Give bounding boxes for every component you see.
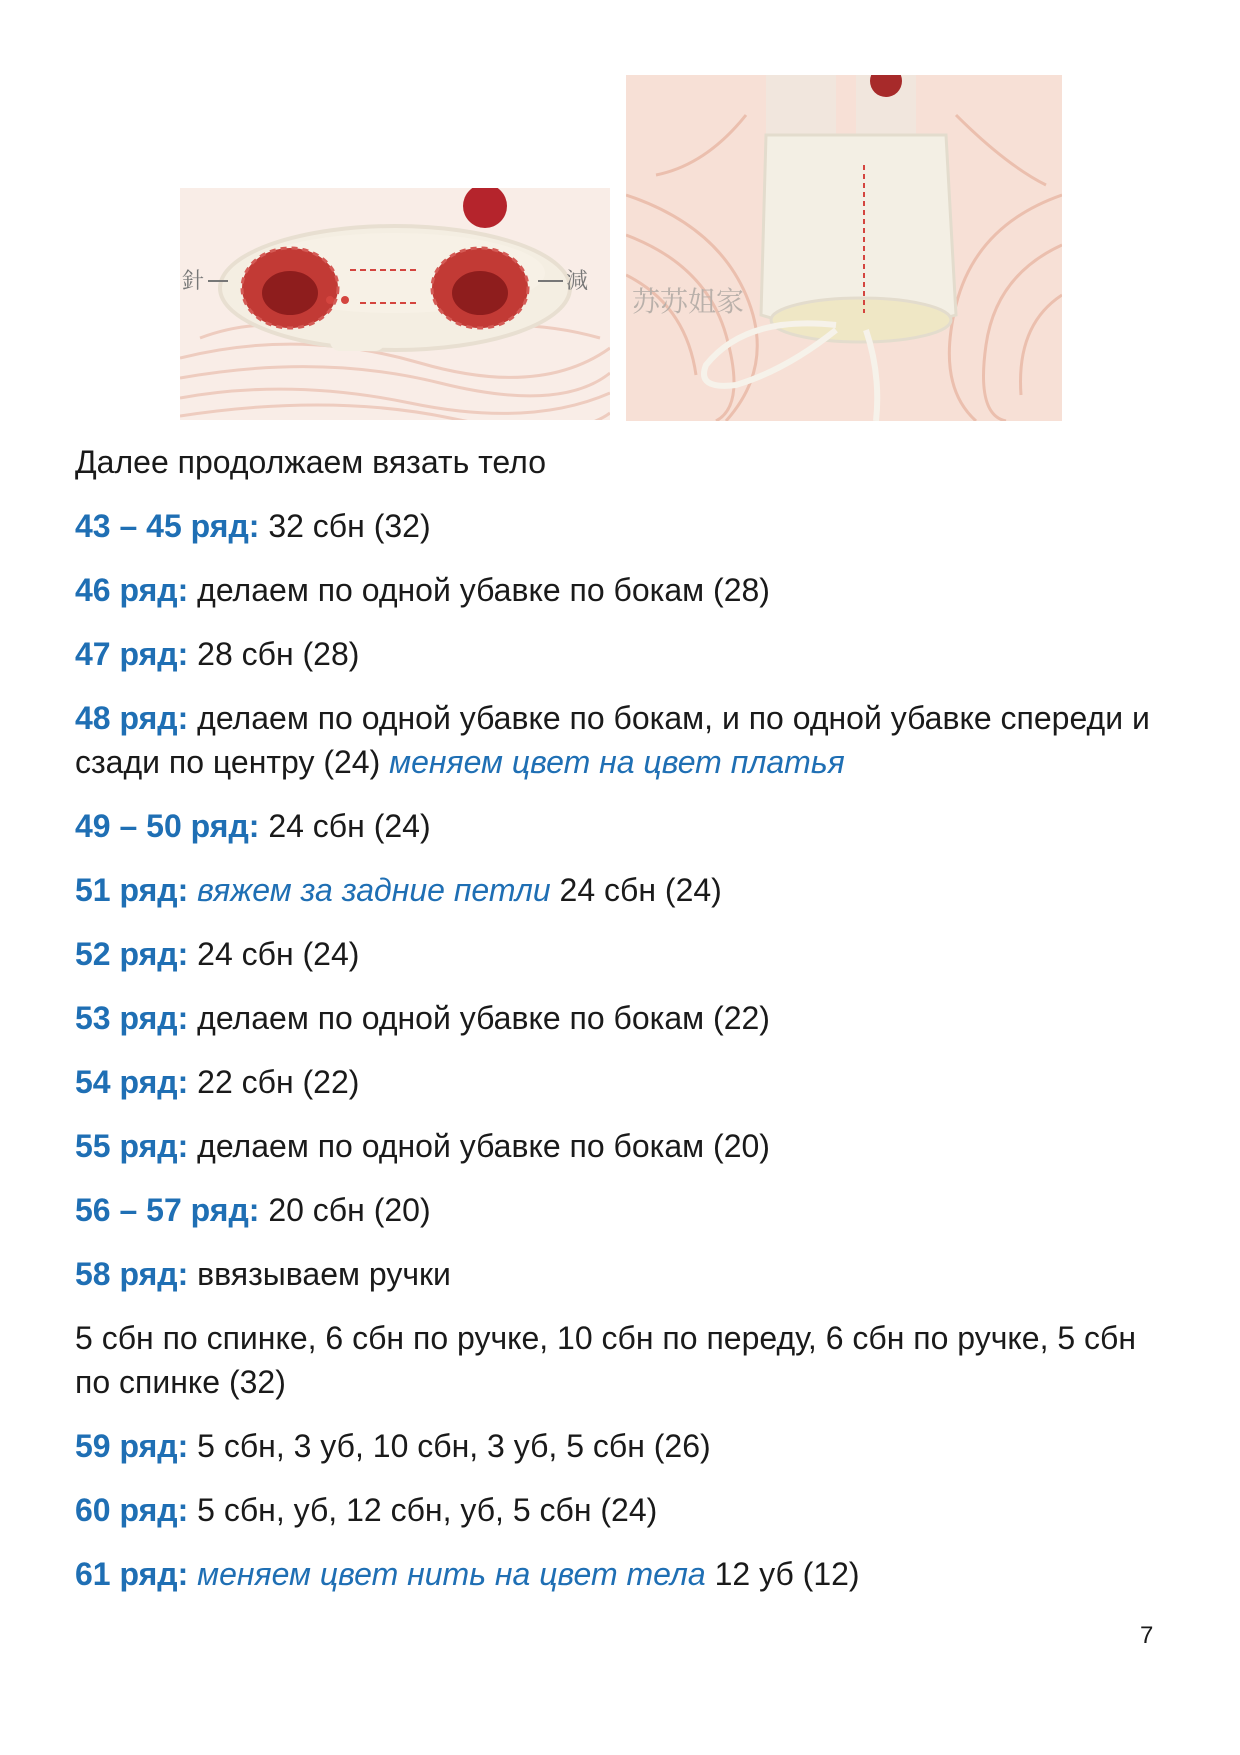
pattern-row (75, 932, 1155, 976)
row-instruction: 5 сбн, 3 уб, 10 сбн, 3 уб, 5 сбн (26) (188, 1428, 711, 1464)
row-instruction: 32 сбн (32) (259, 508, 431, 544)
pattern-row (75, 996, 1155, 1040)
pattern-row (75, 1552, 1155, 1596)
pattern-row (75, 504, 1155, 548)
row-label: 53 ряд: (75, 1000, 189, 1036)
row-instruction: 5 сбн по спинке, 6 сбн по ручке, 10 сбн по переду, 6 сбн по ручке, 5 сбн по спинке (32) (75, 1320, 1137, 1400)
pattern-row (75, 868, 1155, 912)
row-instruction: 24 сбн (24) (550, 872, 722, 908)
row-note: вяжем за задние петли (197, 872, 551, 908)
row-instruction: 12 уб (12) (705, 1556, 860, 1592)
row-label: 60 ряд: (75, 1492, 189, 1528)
row-label: 47 ряд: (75, 636, 189, 672)
row-instruction (188, 1556, 197, 1592)
row-label: 51 ряд: (75, 872, 189, 908)
row-label: 56 – 57 ряд: (75, 1192, 260, 1228)
pattern-row (75, 1488, 1155, 1532)
photo-body-tube (626, 75, 1062, 421)
pattern-row (75, 696, 1155, 784)
row-instruction: делаем по одной убавке по бокам (20) (188, 1128, 770, 1164)
pattern-text (75, 440, 1155, 1616)
pattern-row (75, 632, 1155, 676)
pattern-row (75, 568, 1155, 612)
row-instruction: 22 сбн (22) (188, 1064, 360, 1100)
row-label: 43 – 45 ряд: (75, 508, 260, 544)
pattern-row (75, 1316, 1155, 1404)
row-instruction: 5 сбн, уб, 12 сбн, уб, 5 сбн (24) (188, 1492, 658, 1528)
row-note: меняем цвет на цвет платья (389, 744, 845, 780)
photo-label-left: 針 (182, 269, 205, 294)
row-label: 58 ряд: (75, 1256, 189, 1292)
row-label: 55 ряд: (75, 1128, 189, 1164)
row-list (75, 504, 1155, 1596)
row-instruction: 28 сбн (28) (188, 636, 360, 672)
pattern-row (75, 1188, 1155, 1232)
row-label: 48 ряд: (75, 700, 189, 736)
photo-body-openings (180, 188, 610, 420)
pattern-row (75, 1060, 1155, 1104)
row-label: 54 ряд: (75, 1064, 189, 1100)
row-label: 52 ряд: (75, 936, 189, 972)
pattern-row (75, 1252, 1155, 1296)
pattern-row (75, 1124, 1155, 1168)
row-instruction: делаем по одной убавке по бокам (28) (188, 572, 770, 608)
row-instruction: делаем по одной убавке по бокам, и по одной убавке спереди и сзади по центру (24) (75, 700, 1150, 780)
row-note: меняем цвет нить на цвет тела (197, 1556, 706, 1592)
row-label: 46 ряд: (75, 572, 189, 608)
intro-text: Далее продолжаем вязать тело (75, 444, 546, 480)
row-instruction: ввязываем ручки (188, 1256, 451, 1292)
row-instruction: 20 сбн (20) (259, 1192, 431, 1228)
pattern-row (75, 1424, 1155, 1468)
row-label: 49 – 50 ряд: (75, 808, 260, 844)
page-number: 7 (1140, 1622, 1154, 1649)
row-label: 59 ряд: (75, 1428, 189, 1464)
row-instruction (188, 872, 197, 908)
pattern-row (75, 804, 1155, 848)
row-instruction: 24 сбн (24) (188, 936, 360, 972)
photo-label-right: 減 (566, 269, 589, 294)
row-instruction: делаем по одной убавке по бокам (22) (188, 1000, 770, 1036)
row-label: 61 ряд: (75, 1556, 189, 1592)
watermark: 苏苏姐家 (632, 285, 745, 318)
row-instruction: 24 сбн (24) (259, 808, 431, 844)
